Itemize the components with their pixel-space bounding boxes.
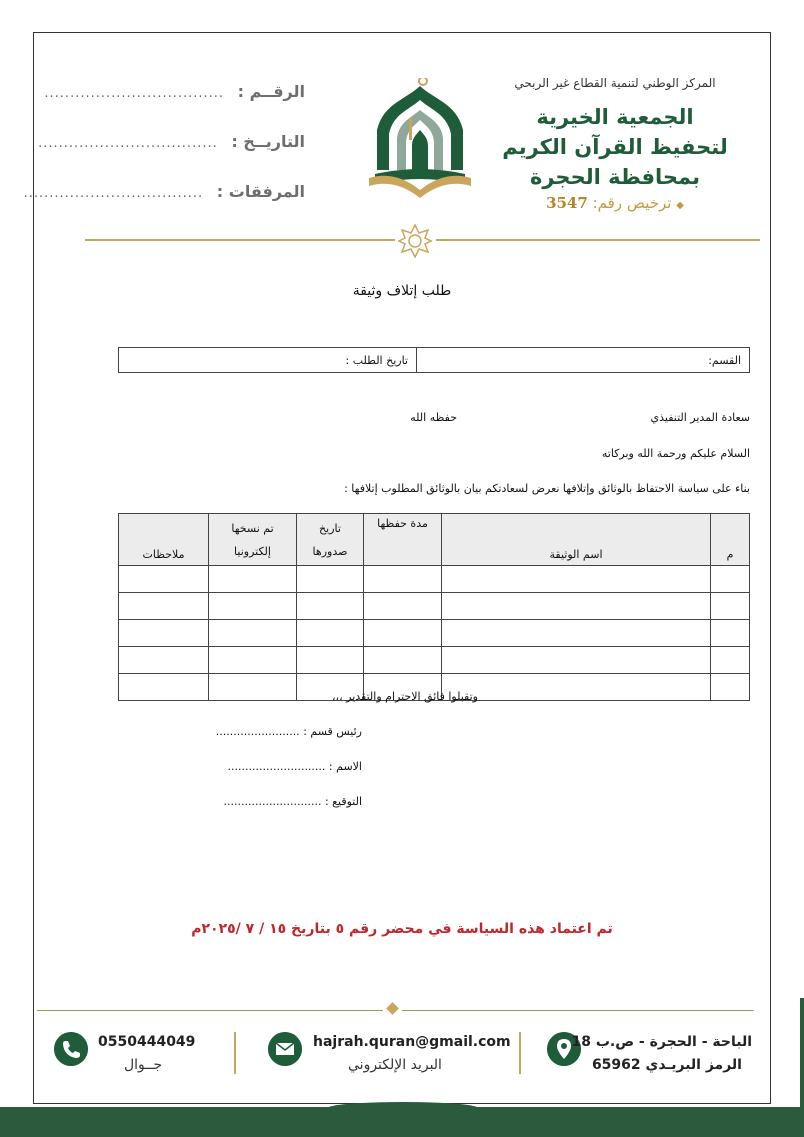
table-cell[interactable] [442, 620, 711, 647]
table-cell[interactable] [119, 620, 209, 647]
table-cell[interactable] [119, 593, 209, 620]
form-title: طلب إتلاف وثيقة [352, 283, 452, 299]
approval-note: تم اعتماد هذه السياسة في محضر رقم ٥ بتاريخ ١٥ / ٧ /٢٠٢٥م [191, 921, 613, 937]
table-cell[interactable] [711, 593, 750, 620]
license-row [500, 194, 730, 212]
greeting: السلام عليكم ورحمة الله وبركاته [601, 447, 750, 460]
footer-green-band [0, 1107, 804, 1137]
col-header-retention: مدة حفظها [364, 514, 442, 566]
table-cell[interactable] [209, 593, 297, 620]
col-header-digitized [209, 514, 297, 566]
phone-icon[interactable] [54, 1032, 88, 1066]
signature-dots[interactable]: ............................ [223, 795, 322, 808]
footer-band-bump [328, 1102, 478, 1114]
documents-table [118, 513, 750, 701]
dept-head-label: رئيس قسم : [303, 725, 362, 738]
ref-attachments-label: المرفقات : [216, 182, 305, 201]
table-cell[interactable] [119, 566, 209, 593]
addressee: سعادة المدير التنفيذي [650, 411, 750, 424]
right-edge-bar [800, 998, 804, 1108]
table-cell[interactable] [297, 566, 364, 593]
table-cell[interactable] [711, 647, 750, 674]
reference-block [23, 82, 305, 232]
ref-date-row [38, 132, 305, 182]
table-cell[interactable] [119, 647, 209, 674]
license-label: ترخيص رقم: [592, 194, 672, 212]
table-row [119, 620, 750, 647]
department-cell[interactable] [417, 348, 750, 373]
table-cell[interactable] [297, 647, 364, 674]
col-header-issue-date [297, 514, 364, 566]
request-date-cell[interactable] [119, 348, 417, 373]
issue-date-line2: صدورها [312, 544, 348, 558]
table-cell[interactable] [711, 674, 750, 701]
phone-label: جــوال [124, 1057, 163, 1073]
ref-date-label: التاريــخ : [231, 132, 305, 151]
blessing: حفظه الله [410, 411, 457, 424]
mosque-logo-icon [365, 78, 475, 206]
table-cell[interactable] [209, 566, 297, 593]
table-cell[interactable] [711, 620, 750, 647]
org-name-line2: لتحفيظ القرآن الكريم [502, 135, 728, 159]
intro-text: بناء على سياسة الاحتفاظ بالوثائق وإتلافها نعرض لسعادتكم بيان بالوثائق المطلوب إتلافها : [344, 482, 750, 495]
request-date-label: تاريخ الطلب : [345, 353, 408, 367]
table-cell[interactable] [442, 647, 711, 674]
envelope-icon[interactable] [268, 1032, 302, 1066]
issue-date-line1: تاريخ [319, 521, 341, 535]
address-line: الباحة - الحجرة - ص.ب 18 [571, 1034, 752, 1050]
table-cell[interactable] [364, 647, 442, 674]
table-cell[interactable] [442, 593, 711, 620]
table-cell[interactable] [364, 620, 442, 647]
org-name-line3: بمحافظة الحجرة [529, 165, 701, 189]
footer-separator-1 [234, 1032, 236, 1074]
ref-number-row [44, 82, 305, 132]
ref-attachments-dots[interactable]: ................................... [23, 186, 204, 201]
table-cell[interactable] [297, 593, 364, 620]
email-address[interactable]: hajrah.quran@gmail.com [313, 1034, 511, 1050]
table-cell[interactable] [209, 620, 297, 647]
name-row [228, 760, 362, 773]
col-header-num: م [711, 514, 750, 566]
digitized-line2: إلكترونيا [234, 544, 271, 558]
table-row [119, 647, 750, 674]
org-name-line1: الجمعية الخيرية [536, 105, 694, 129]
footer-line-left [37, 1010, 383, 1011]
ref-number-dots[interactable]: ................................... [44, 86, 225, 101]
department-label: القسم: [708, 353, 741, 367]
table-cell[interactable] [442, 566, 711, 593]
ref-number-label: الرقــم : [237, 82, 305, 101]
table-cell[interactable] [442, 674, 711, 701]
signature-label: التوقيع : [324, 795, 362, 808]
table-row [119, 566, 750, 593]
name-label: الاسم : [328, 760, 362, 773]
table-cell[interactable] [297, 620, 364, 647]
phone-number[interactable]: 0550444049 [98, 1034, 196, 1050]
table-cell[interactable] [364, 566, 442, 593]
signature-row [224, 795, 362, 808]
table-cell[interactable] [209, 647, 297, 674]
digitized-line1: تم نسخها [231, 521, 274, 535]
table-row [119, 593, 750, 620]
diamond-icon: ◆ [676, 200, 684, 211]
closing-text: وتقبلوا فائق الاحترام والتقدير ،،، [331, 690, 478, 703]
dept-head-dots[interactable]: ........................ [215, 725, 300, 738]
license-number: 3547 [546, 194, 588, 212]
table-cell[interactable] [209, 674, 297, 701]
col-header-doc-name: اسم الوثيقة [442, 514, 711, 566]
email-label: البريد الإلكتروني [348, 1057, 442, 1073]
footer-line-right [402, 1010, 754, 1011]
org-subtitle: المركز الوطني لتنمية القطاع غير الربحي [514, 76, 716, 90]
ornament-star-icon [398, 224, 432, 258]
header-divider-right [436, 239, 760, 241]
footer-separator-2 [519, 1032, 521, 1074]
ref-attachments-row [23, 182, 305, 232]
documents-table-body [119, 566, 750, 701]
table-cell[interactable] [711, 566, 750, 593]
name-dots[interactable]: ............................ [227, 760, 326, 773]
col-header-notes: ملاحظات [119, 514, 209, 566]
postal-line: الرمز البريـدي 65962 [591, 1057, 742, 1073]
ref-date-dots[interactable]: ................................... [38, 136, 218, 151]
table-cell[interactable] [119, 674, 209, 701]
request-info-table [118, 347, 750, 373]
header-divider-left [85, 239, 395, 241]
organization-block [500, 76, 730, 212]
table-cell[interactable] [364, 593, 442, 620]
dept-head-row [216, 725, 362, 738]
